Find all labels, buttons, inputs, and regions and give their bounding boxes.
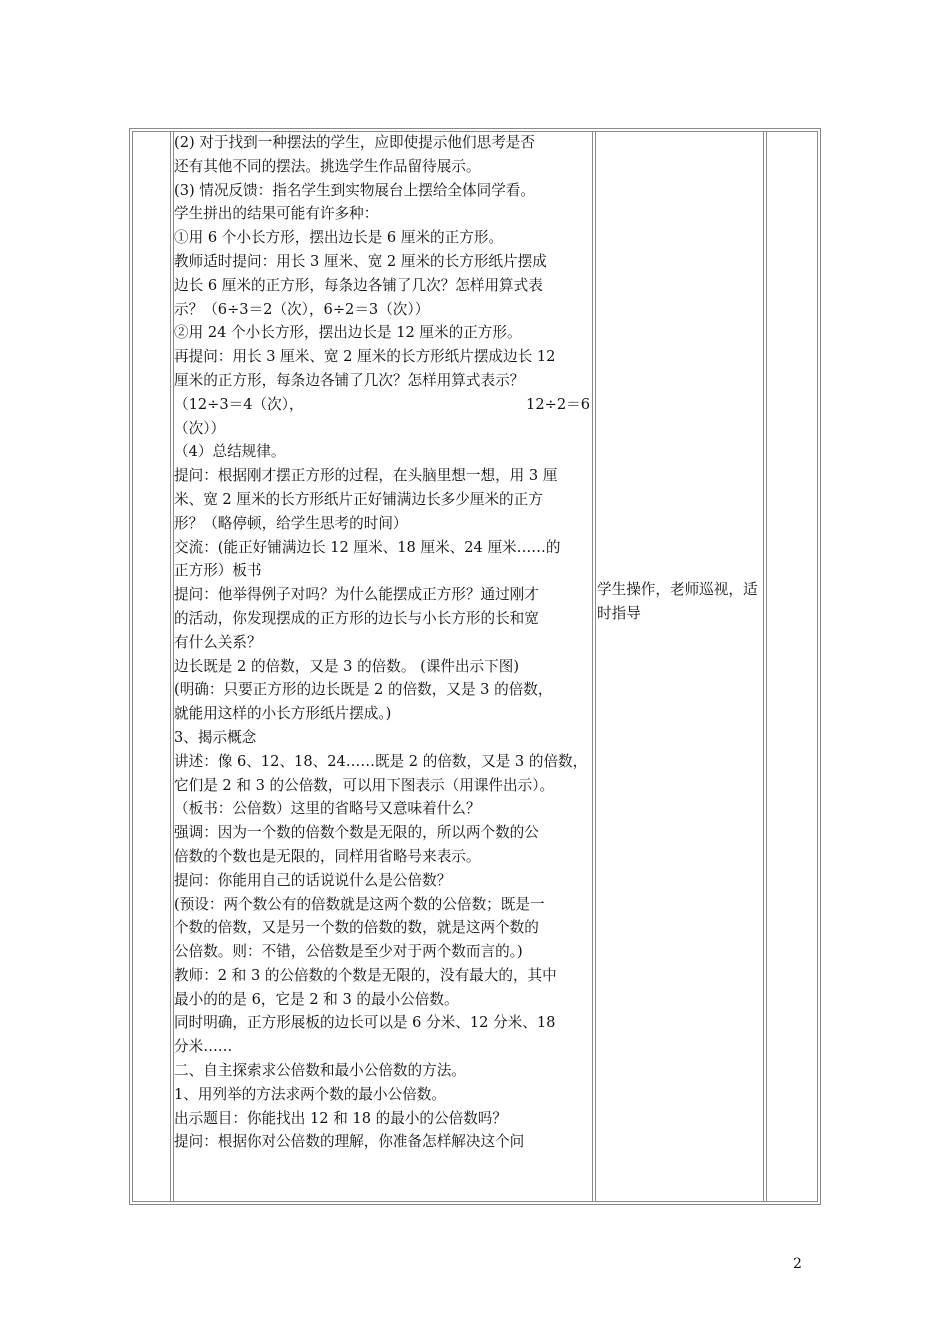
text-line: 教师：2 和 3 的公倍数的个数是无限的，没有最大的，其中 (174, 966, 557, 984)
text-line: (3) 情况反馈：指名学生到实物展台上摆给全体同学看。 (174, 181, 535, 199)
column-divider-3 (763, 131, 764, 1202)
text-line: ①用 6 个小长方形，摆出边长是 6 厘米的正方形。 (174, 229, 504, 247)
text-line: 边长既是 2 的倍数，又是 3 的倍数。 (课件出示下图) (174, 657, 520, 675)
column-divider-2b (595, 131, 596, 1202)
column-divider-3b (766, 131, 767, 1202)
column-divider-1 (170, 131, 171, 1202)
text-line: 交流：(能正好铺满边长 12 厘米、18 厘米、24 厘米……的 (174, 538, 561, 556)
text-line: （4）总结规律。 (174, 443, 286, 461)
text-line: （次）） (174, 419, 226, 437)
text-line: 3、揭示概念 (174, 728, 257, 746)
text-line: 二、自主探索求公倍数和最小公倍数的方法。 (174, 1062, 466, 1080)
text-line: 公倍数。则：不错，公倍数是至少对于两个数而言的。) (174, 943, 523, 961)
text-line: 个数的倍数，又是另一个数的倍数的数，就是这两个数的 (174, 919, 539, 937)
text-line: 提问：他举得例子对吗？为什么能摆成正方形？通过刚才 (174, 586, 539, 604)
text-line: 它们是 2 和 3 的公倍数，可以用下图表示（用课件出示）。 (174, 776, 555, 794)
text-line: 提问：根据你对公倍数的理解，你准备怎样解决这个问 (174, 1133, 525, 1151)
text-line: 提问：根据刚才摆正方形的过程，在头脑里想一想，用 3 厘 (174, 467, 558, 485)
text-line: 最小的的是 6，它是 2 和 3 的最小公倍数。 (174, 990, 459, 1008)
text-line: 就能用这样的小长方形纸片摆成。) (174, 705, 392, 723)
text-line: 形？（略停顿，给学生思考的时间） (174, 514, 408, 532)
text-line: 边长 6 厘米的正方形，每条边各铺了几次？怎样用算式表 (174, 276, 543, 294)
activity-line: 学生操作，老师巡视，适 (597, 581, 758, 598)
text-line: 提问：你能用自己的话说说什么是公倍数？ (174, 871, 452, 889)
text-line: 出示题目：你能找出 12 和 18 的最小的公倍数吗？ (174, 1109, 507, 1127)
text-line: 示？（6÷3＝2（次），6÷2＝3（次）） (174, 300, 430, 318)
text-line: 倍数的个数也是无限的，同样用省略号来表示。 (174, 847, 481, 865)
equation-left: （12÷3＝4（次）， (174, 395, 304, 413)
column-divider-2 (592, 131, 593, 1202)
text-line: (明确：只要正方形的边长既是 2 的倍数，又是 3 的倍数， (174, 681, 553, 699)
text-line: 米、宽 2 厘米的长方形纸片正好铺满边长多少厘米的正方 (174, 490, 543, 508)
equation-right: 12÷2＝6 (526, 395, 590, 413)
text-line: 再提问：用长 3 厘米、宽 2 厘米的长方形纸片摆成边长 12 (174, 348, 556, 366)
teaching-process-cell (174, 131, 590, 1199)
student-activity-cell (597, 578, 767, 626)
text-line: 讲述：像 6、12、18、24……既是 2 的倍数，又是 3 的倍数， (174, 752, 588, 770)
text-line: 同时明确，正方形展板的边长可以是 6 分米、12 分米、18 (174, 1014, 556, 1032)
text-line: 强调：因为一个数的倍数个数是无限的，所以两个数的公 (174, 824, 539, 842)
text-line: 正方形）板书 (174, 562, 262, 580)
text-line: ②用 24 个小长方形，摆出边长是 12 厘米的正方形。 (174, 324, 522, 342)
text-line: 的活动，你发现摆成的正方形的边长与小长方形的长和宽 (174, 609, 539, 627)
text-line: 厘米的正方形，每条边各铺了几次？怎样用算式表示？ (174, 371, 525, 389)
text-line: 教师适时提问：用长 3 厘米、宽 2 厘米的长方形纸片摆成 (174, 252, 547, 270)
activity-line: 时指导 (597, 604, 641, 622)
text-line: 1、用列举的方法求两个数的最小公倍数。 (174, 1085, 446, 1103)
text-line: 分米…… (174, 1038, 233, 1056)
text-line: （板书：公倍数）这里的省略号又意味着什么？ (174, 800, 481, 818)
equation-line (174, 393, 590, 417)
text-line: 还有其他不同的摆法。挑选学生作品留待展示。 (174, 157, 481, 175)
text-line: 有什么关系？ (174, 633, 262, 651)
text-line: (预设：两个数公有的倍数就是这两个数的公倍数；既是一 (174, 895, 545, 913)
page-number: 2 (793, 1256, 802, 1272)
text-line: 学生拼出的结果可能有许多种： (174, 205, 379, 223)
text-line: (2) 对于找到一种摆法的学生，应即使提示他们思考是否 (174, 134, 535, 151)
